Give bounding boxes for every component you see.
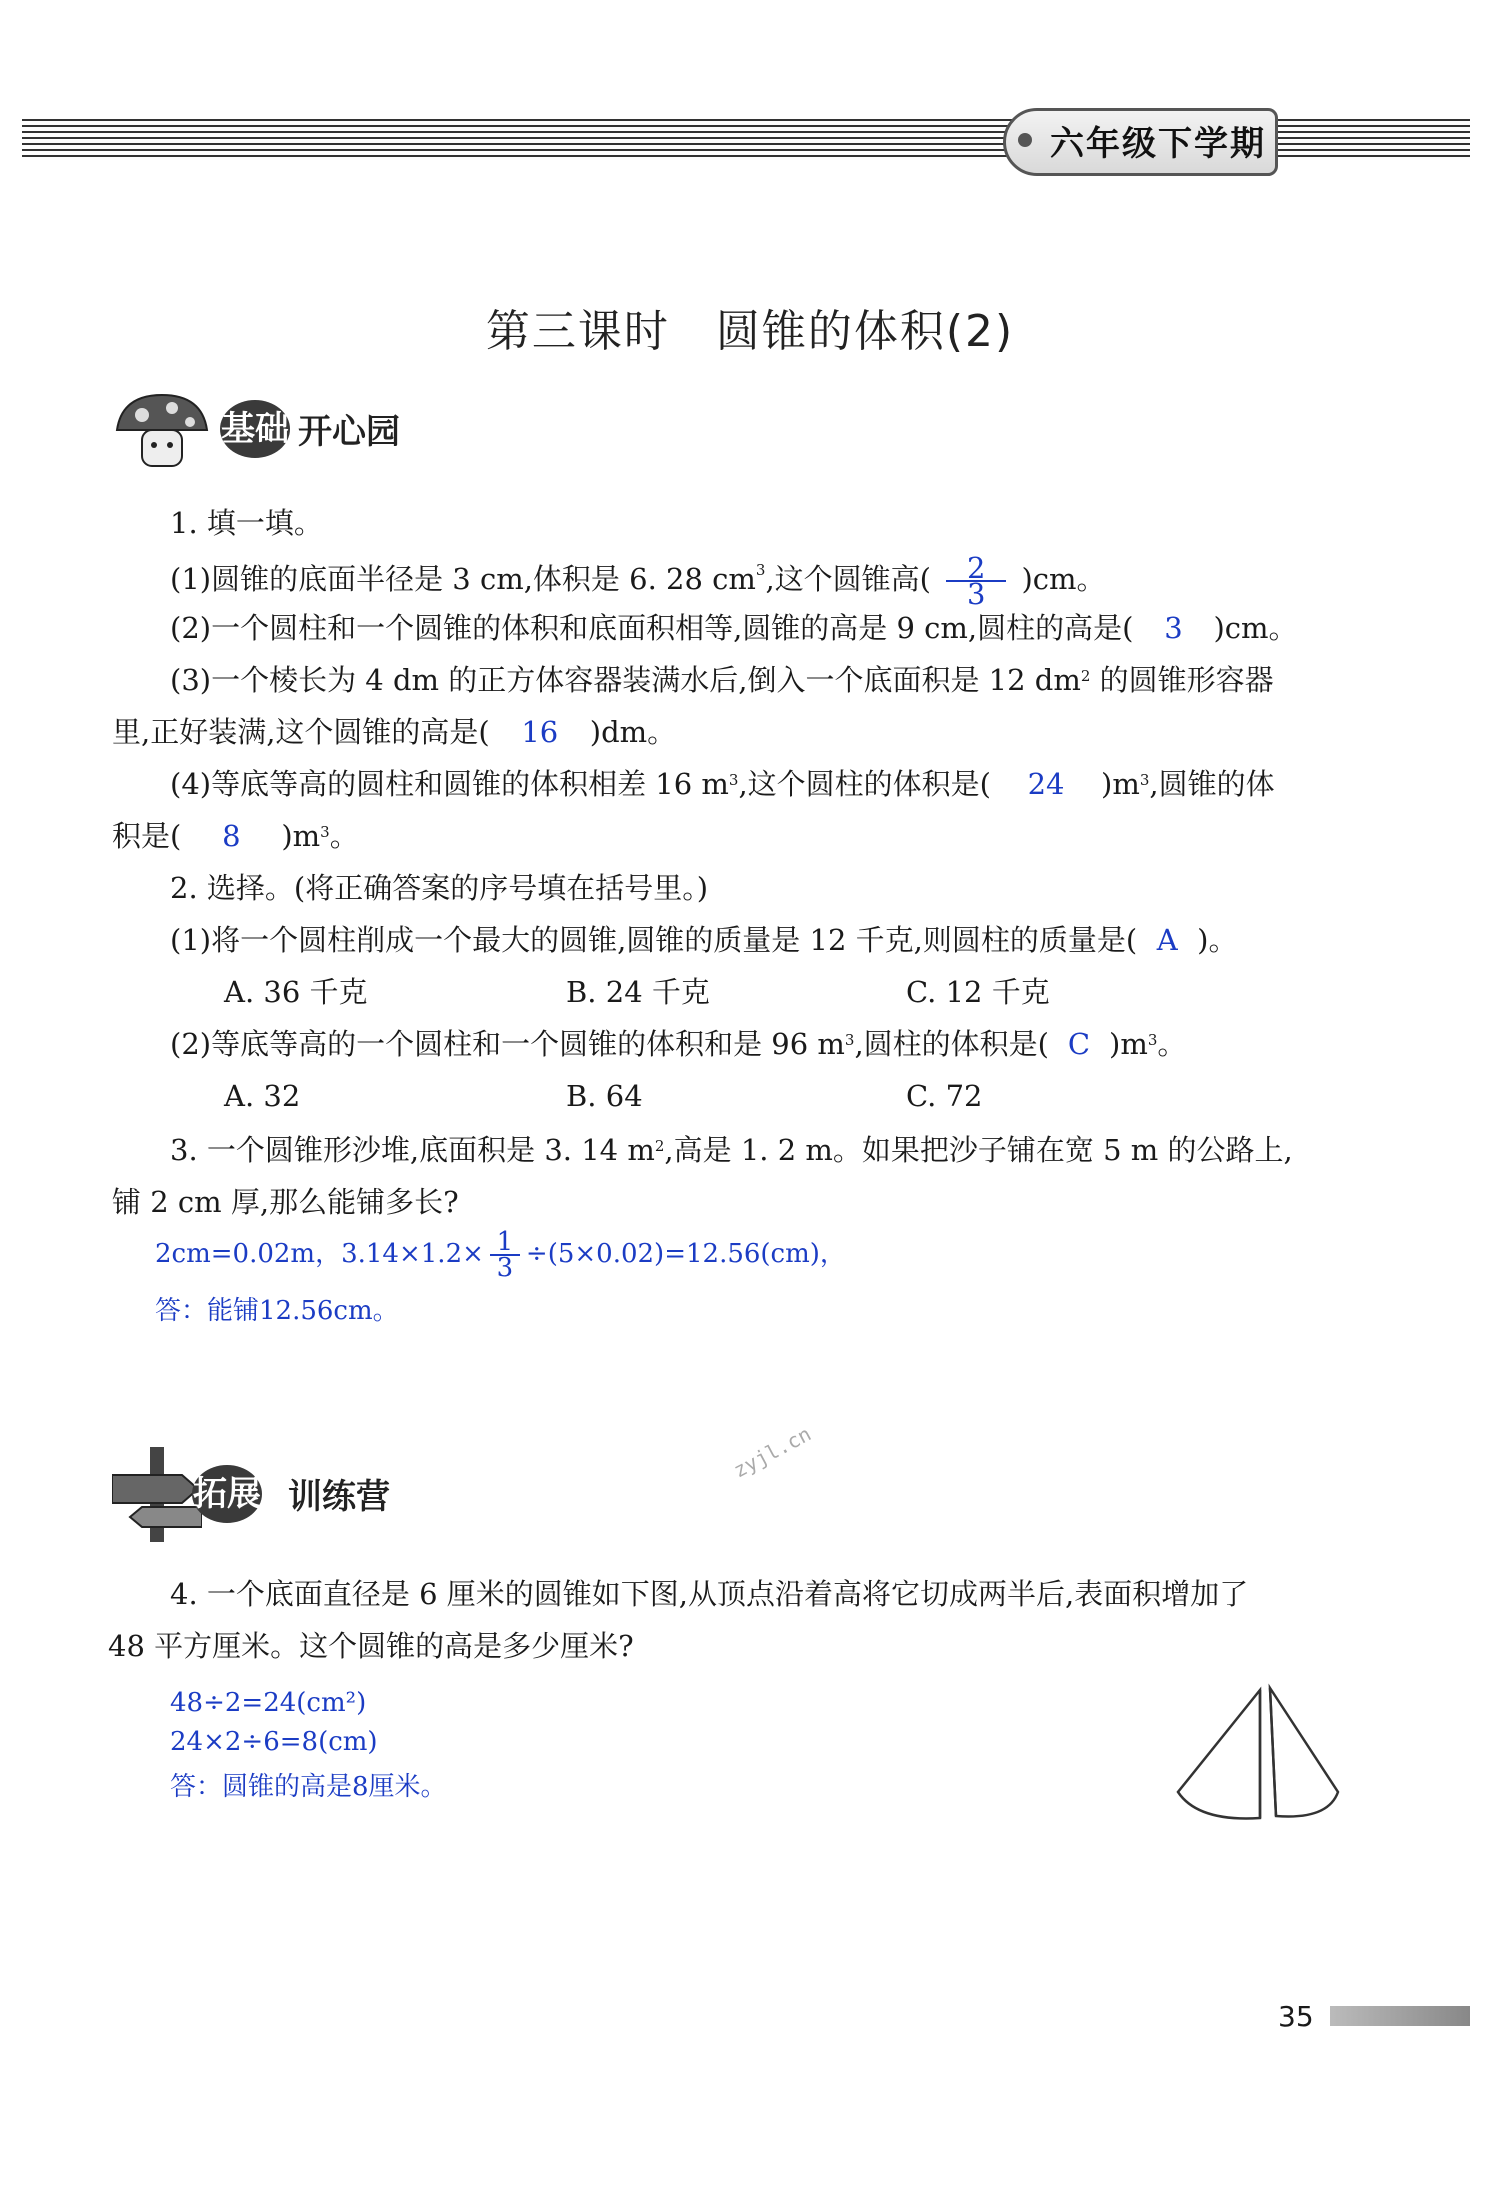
section-label: 训练营 — [288, 1477, 390, 1517]
q4-answer-step2: 24×2÷6=8(cm) — [170, 1727, 378, 1757]
q3-line1: 3. 一个圆锥形沙堆,底面积是 3. 14 $m^2$,高是 1. 2 m。如果把沙子铺在宽 5 m 的公路上, — [170, 1133, 1293, 1167]
q3-answer-calc: 2cm=0.02m，3.14×1.2× $\frac{1}{3}$ ÷(5×0.02)=12.56(cm)， — [155, 1227, 846, 1283]
q1-part4-answer2: 8 — [222, 819, 241, 853]
q4-answer-step1: 48÷2=24(cm²) — [170, 1688, 367, 1718]
q1-stem: 1. 填一填。 — [170, 506, 323, 540]
q2-part1-option-a: A. 36 千克 — [224, 975, 368, 1009]
q4-line2: 48 平方厘米。这个圆锥的高是多少厘米? — [108, 1629, 634, 1663]
q1-part3-answer: 16 — [521, 715, 559, 749]
q1-part3-line2: 里,正好装满,这个圆锥的高是( 16 )dm。 — [112, 715, 677, 749]
watermark: zyjl.cn — [729, 1421, 815, 1483]
section-badge: 基础 — [220, 400, 290, 458]
page-number: 35 — [1278, 2000, 1314, 2033]
q2-part2-option-a: A. 32 — [224, 1079, 301, 1113]
page-number-bar — [1330, 2006, 1470, 2026]
section-banner-extension — [112, 1455, 432, 1535]
q1-part1-answer: $\frac{2}{3}$ — [946, 556, 1006, 606]
mushroom-icon — [112, 390, 212, 470]
q4-answer-statement: 答：圆锥的高是8厘米。 — [170, 1772, 447, 1802]
q2-part2-option-c: C. 72 — [906, 1079, 983, 1113]
section-banner-basic — [112, 390, 432, 470]
q3-line2: 铺 2 cm 厚,那么能铺多长? — [112, 1185, 459, 1219]
q4-line1: 4. 一个底面直径是 6 厘米的圆锥如下图,从顶点沿着高将它切成两半后,表面积增加了 — [170, 1577, 1249, 1611]
q2-part1-option-b: B. 24 千克 — [566, 975, 710, 1009]
q2-part1: (1)将一个圆柱削成一个最大的圆锥,圆锥的质量是 12 千克,则圆柱的质量是( A )。 — [170, 923, 1238, 957]
q1-part1: (1)圆锥的底面半径是 3 cm,体积是 6. 28 $cm^3$,这个圆锥高( $\frac{2}{3}$ )cm。 — [170, 551, 1106, 611]
q2-part1-option-c: C. 12 千克 — [906, 975, 1050, 1009]
q2-part2-answer: C — [1067, 1027, 1091, 1061]
page-title: 第三课时 圆锥的体积(2) — [485, 306, 1015, 357]
q3-answer-statement: 答：能铺12.56cm。 — [155, 1296, 399, 1326]
signpost-icon — [112, 1447, 202, 1542]
q2-part2-option-b: B. 64 — [566, 1079, 643, 1113]
q1-part4-answer1: 24 — [1027, 767, 1065, 801]
q1-part2: (2)一个圆柱和一个圆锥的体积和底面积相等,圆锥的高是 9 cm,圆柱的高是( 3 )cm。 — [170, 611, 1298, 645]
q1-part3-line1: (3)一个棱长为 4 dm 的正方体容器装满水后,倒入一个底面积是 12 $dm^2$ 的圆锥形容器 — [170, 663, 1274, 697]
grade-label: 六年级下学期 — [1050, 124, 1266, 164]
q2-part2: (2)等底等高的一个圆柱和一个圆锥的体积和是 96 $m^3$,圆柱的体积是( C )$m^3$。 — [170, 1027, 1187, 1061]
q2-part1-answer: A — [1156, 923, 1178, 957]
q1-part2-answer: 3 — [1164, 611, 1183, 645]
section-label: 开心园 — [298, 412, 400, 452]
cut-cone-diagram — [1168, 1680, 1348, 1830]
q1-part4-line2: 积是( 8 )$m^3$。 — [112, 819, 359, 853]
bullet-dot-icon — [1018, 133, 1032, 147]
section-badge: 拓展 — [192, 1465, 262, 1523]
q1-part4-line1: (4)等底等高的圆柱和圆锥的体积相差 16 $m^3$,这个圆柱的体积是( 24 )$m^3$,圆锥的体 — [170, 767, 1275, 801]
q2-stem: 2. 选择。(将正确答案的序号填在括号里。) — [170, 871, 709, 905]
